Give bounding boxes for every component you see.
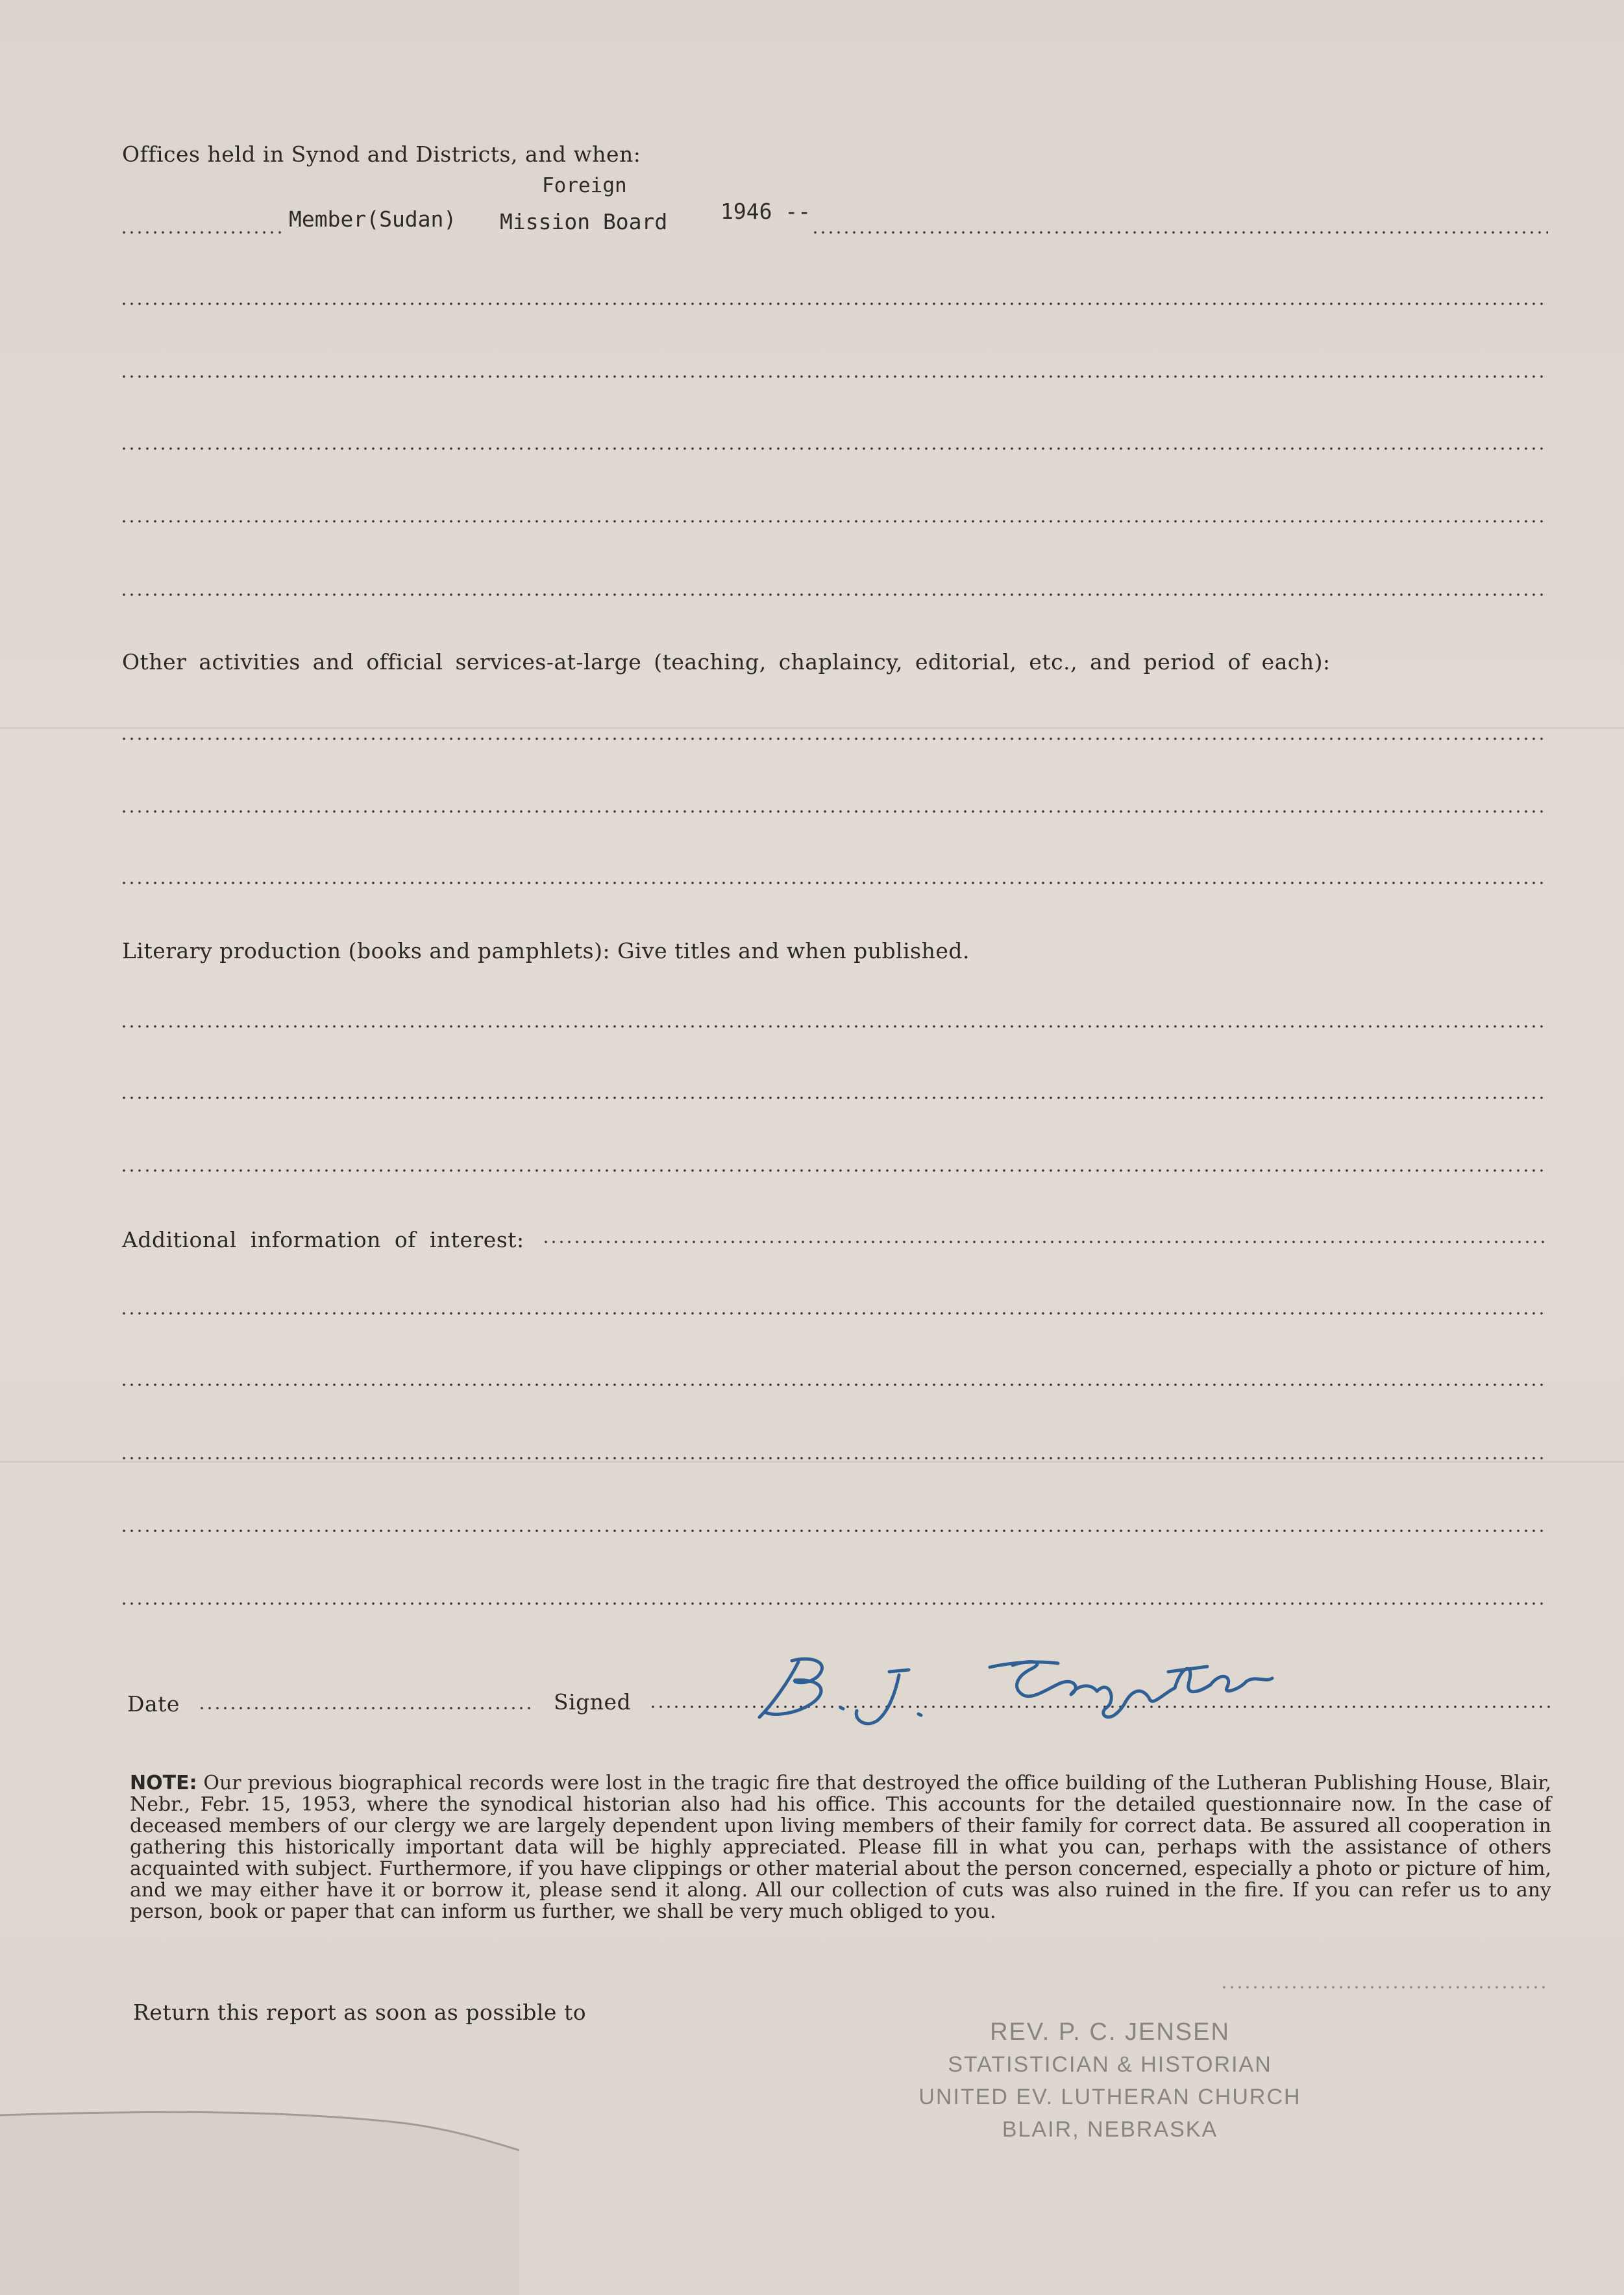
other-activities-heading: Other activities and official services-at-large (teaching, chaplaincy, editorial, etc., and period of each): — [122, 649, 1331, 675]
additional-heading: Additional information of interest: — [122, 1227, 524, 1252]
offices-line-2[interactable] — [120, 302, 1548, 306]
date-field[interactable] — [198, 1706, 535, 1710]
offices-line-4[interactable] — [120, 447, 1548, 451]
activities-line-1[interactable] — [120, 737, 1548, 741]
paper-fold — [0, 727, 1624, 729]
note-text: Our previous biographical records were lost in the tragic fire that destroyed the office building of the Lutheran Publishing House, Blair, Nebr., Febr. 15, 1953, where the synodical historian also had his office. This accounts for the detailed questionnaire now. In the case of deceased members of our clergy we are largely dependent upon living members of their family for correct data. Be assured all cooperation in gathering this historically important data will be highly appreciated. Please fill in what you can, perhaps with the assistance of others acquainted with subject. Furthermore, if you have clippings or other material about the person concerned, especially a photo or picture of him, and we may either have it or borrow it, please send it along. All our collection of cuts was also ruined in the fire. If you can refer us to any person, book or paper that can inform us further, we shall be very much obliged to you. — [130, 1772, 1551, 1923]
literary-line-2[interactable] — [120, 1096, 1548, 1100]
stamp-line-1: REV. P. C. JENSEN — [990, 2018, 1230, 2046]
offices-entry-superscript: Foreign — [542, 174, 627, 197]
offices-line-1-right[interactable] — [811, 230, 1548, 234]
offices-line-1-left[interactable] — [120, 230, 286, 234]
stamp-line-4: BLAIR, NEBRASKA — [1002, 2117, 1218, 2142]
additional-line-1[interactable] — [120, 1311, 1548, 1315]
additional-line-3[interactable] — [120, 1456, 1548, 1460]
offices-line-5[interactable] — [120, 519, 1548, 523]
offices-entry-prefix: Member(Sudan) — [289, 206, 457, 232]
offices-line-3[interactable] — [120, 375, 1548, 378]
note-prefix: NOTE: — [130, 1772, 197, 1794]
signed-label: Signed — [554, 1689, 632, 1715]
additional-line-4[interactable] — [120, 1529, 1548, 1533]
torn-paper-edge — [0, 2103, 1624, 2295]
return-label: Return this report as soon as possible to — [133, 2000, 587, 2025]
activities-line-2[interactable] — [120, 810, 1548, 813]
date-label: Date — [127, 1691, 180, 1717]
literary-heading: Literary production (books and pamphlets): Give titles and when published. — [122, 938, 970, 963]
offices-entry-board: Mission Board — [500, 209, 668, 234]
literary-line-3[interactable] — [120, 1169, 1548, 1172]
additional-line-0[interactable] — [542, 1240, 1548, 1244]
stamp-line-2: STATISTICIAN & HISTORIAN — [948, 2052, 1272, 2077]
additional-line-5[interactable] — [120, 1602, 1548, 1606]
note-paragraph — [130, 1772, 1551, 1922]
stamp-line-3: UNITED EV. LUTHERAN CHURCH — [918, 2085, 1301, 2109]
additional-line-2[interactable] — [120, 1383, 1548, 1387]
note-trailing-dots — [1220, 1985, 1545, 1989]
paper-fold — [0, 1461, 1624, 1463]
offices-entry-year: 1946 -- — [720, 199, 811, 224]
offices-heading: Offices held in Synod and Districts, and when: — [122, 142, 641, 167]
handwritten-signature — [727, 1643, 1337, 1733]
literary-line-1[interactable] — [120, 1024, 1548, 1028]
activities-line-3[interactable] — [120, 881, 1548, 885]
offices-line-6[interactable] — [120, 593, 1548, 597]
